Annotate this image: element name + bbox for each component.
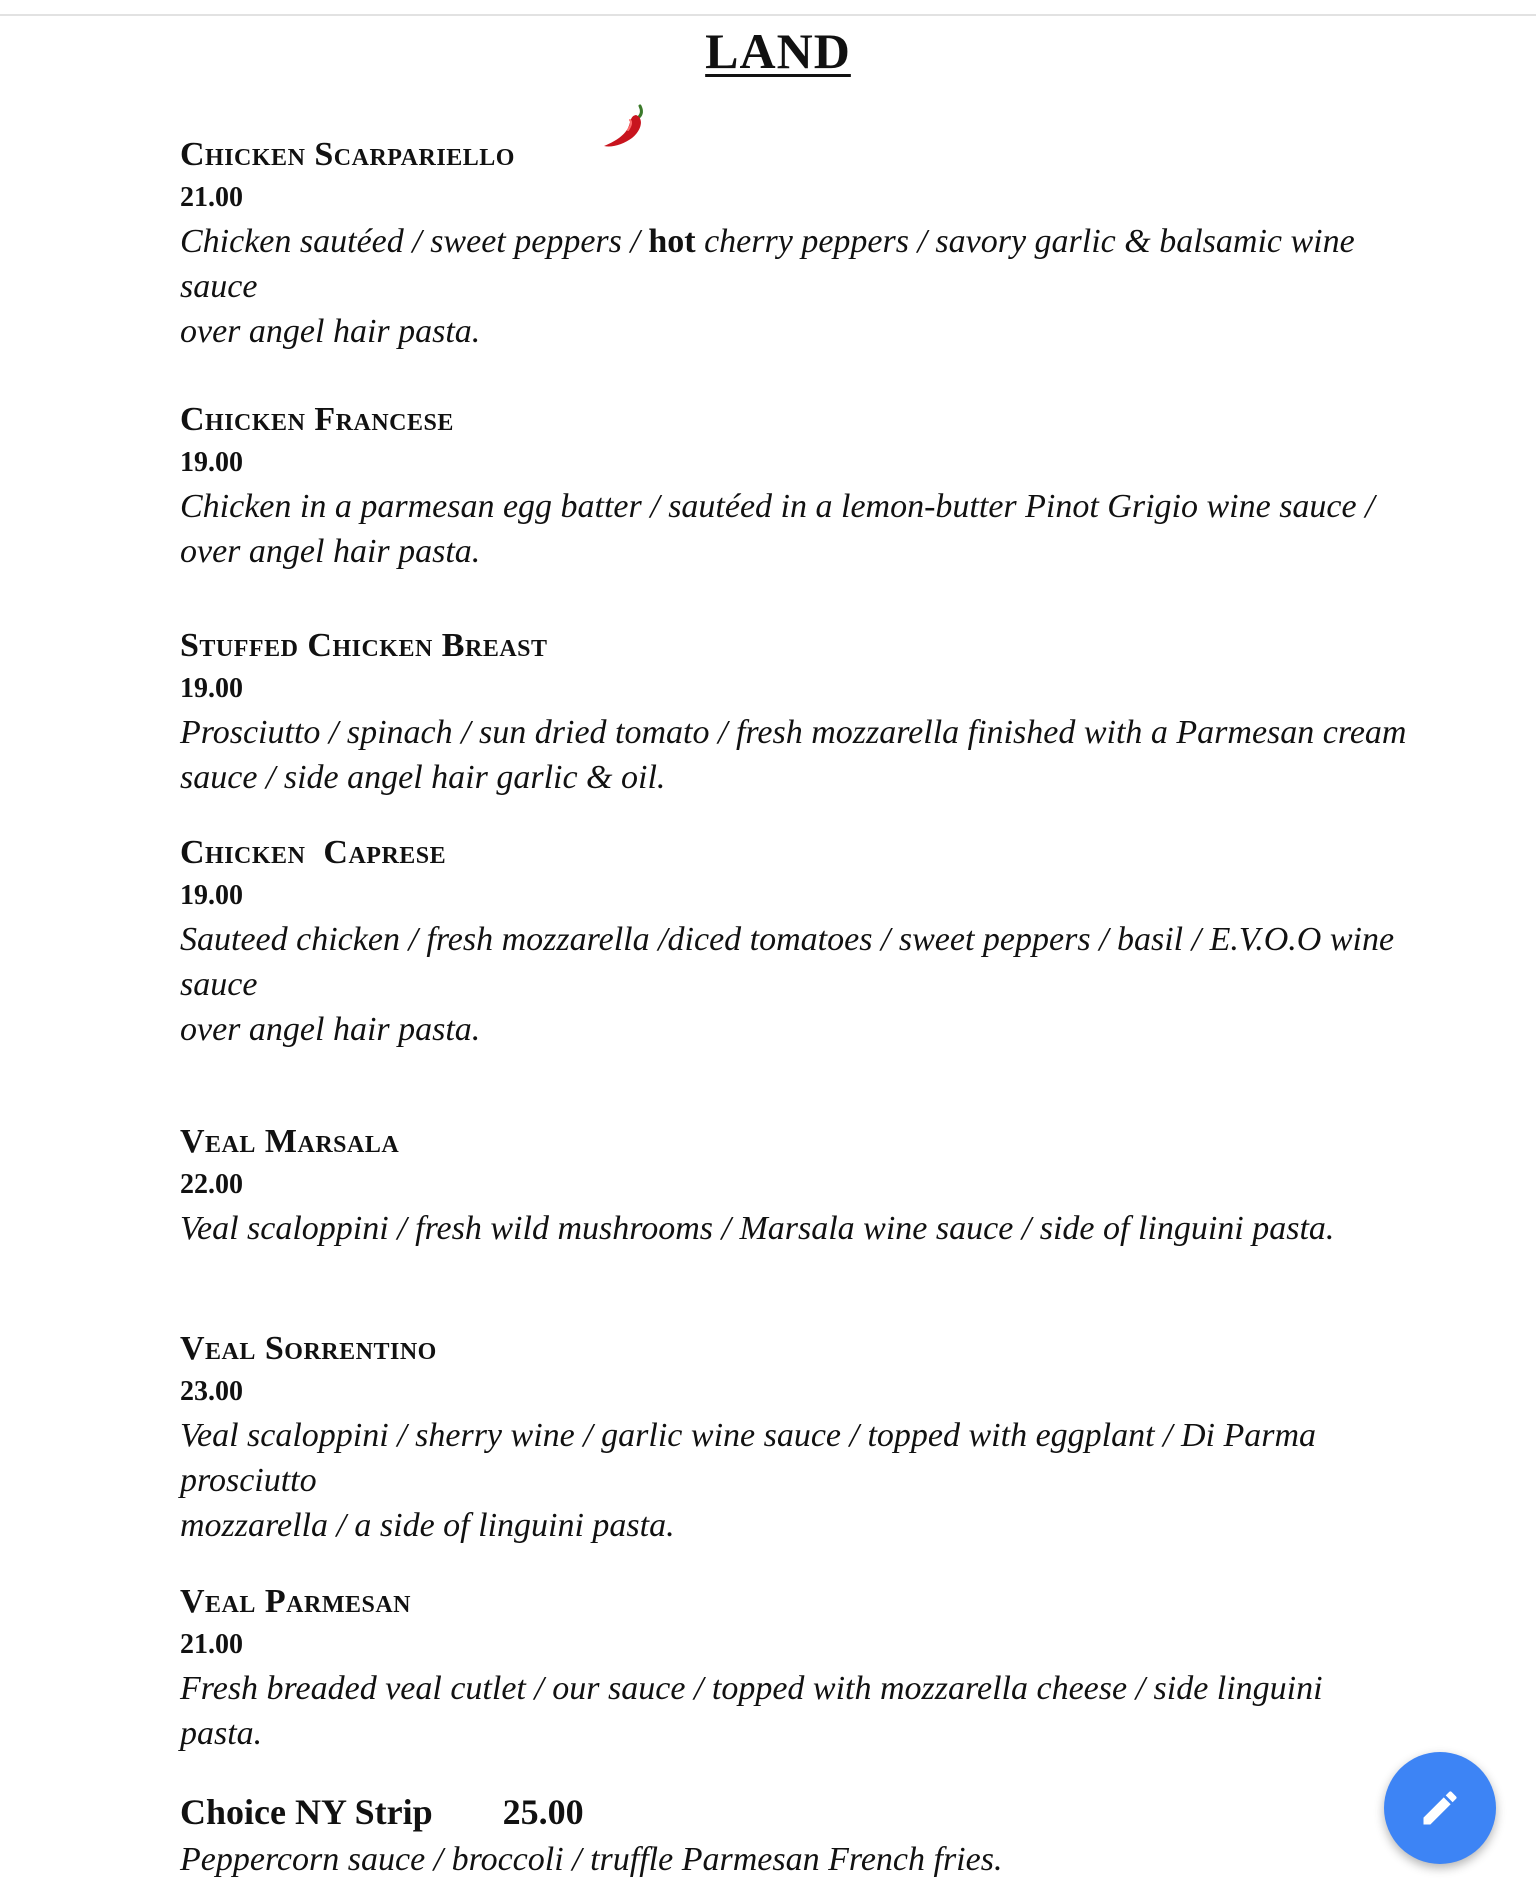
menu-item-chicken-scarpariello [180, 135, 1410, 354]
item-name: Veal Marsala [180, 1123, 400, 1160]
item-price: 21.00 [180, 1629, 243, 1660]
item-price: 25.00 [502, 1792, 584, 1832]
menu-item-veal-sorrentino [180, 1329, 1410, 1548]
item-price: 21.00 [180, 182, 243, 213]
item-price: 22.00 [180, 1169, 243, 1200]
menu-item-chicken-caprese [180, 833, 1410, 1052]
item-description: Sauteed chicken / fresh mozzarella /diced tomatoes / sweet peppers / basil / E.V.O.O wine sauce over angel hair pasta. [180, 921, 1395, 1048]
menu-item-veal-marsala [180, 1122, 1410, 1251]
menu-item-ny-strip [180, 1791, 1410, 1882]
item-name: Veal Parmesan [180, 1583, 412, 1620]
item-price: 23.00 [180, 1376, 243, 1407]
item-description: Chicken in a parmesan egg batter / sautéed in a lemon-butter Pinot Grigio wine sauce / over angel hair pasta. [180, 488, 1375, 570]
item-name: Chicken Francese [180, 401, 454, 438]
item-price: 19.00 [180, 673, 243, 704]
item-description [180, 219, 1410, 354]
desc-bold-part: hot [648, 223, 696, 260]
item-description: Prosciutto / spinach / sun dried tomato / fresh mozzarella finished with a Parmesan cream sauce / side angel hair garlic & oil. [180, 714, 1407, 796]
item-name: Stuffed Chicken Breast [180, 627, 548, 664]
item-name: Veal Sorrentino [180, 1330, 437, 1367]
item-name: Chicken Scarpariello [180, 136, 515, 173]
item-description: Veal scaloppini / sherry wine / garlic wine sauce / topped with eggplant / Di Parma prosciutto mozzarella / a side of linguini pasta. [180, 1417, 1317, 1544]
item-description: Veal scaloppini / fresh wild mushrooms / Marsala wine sauce / side of linguini pasta. [180, 1210, 1335, 1247]
item-name: Chicken Caprese [180, 834, 447, 871]
menu-item-chicken-francese [180, 400, 1410, 574]
item-description: Fresh breaded veal cutlet / our sauce / topped with mozzarella cheese / side linguini pasta. [180, 1670, 1323, 1752]
menu-item-stuffed-chicken-breast [180, 626, 1410, 800]
item-name-line [180, 1791, 1410, 1833]
top-bar [0, 0, 1536, 16]
edit-button[interactable] [1384, 1752, 1496, 1864]
chili-pepper-icon [600, 100, 648, 152]
item-name: Choice NY Strip [180, 1792, 433, 1832]
page-title: LAND [705, 23, 851, 79]
desc-part: cherry peppers / savory garlic & balsamic wine sauce over angel hair pasta. [180, 223, 1355, 350]
item-description: Peppercorn sauce / broccoli / truffle Parmesan French fries. [180, 1841, 1003, 1878]
item-price: 19.00 [180, 447, 243, 478]
pencil-icon [1418, 1786, 1462, 1830]
desc-part: Chicken sautéed / sweet peppers / [180, 223, 649, 260]
item-price: 19.00 [180, 880, 243, 911]
menu-item-veal-parmesan [180, 1582, 1410, 1756]
